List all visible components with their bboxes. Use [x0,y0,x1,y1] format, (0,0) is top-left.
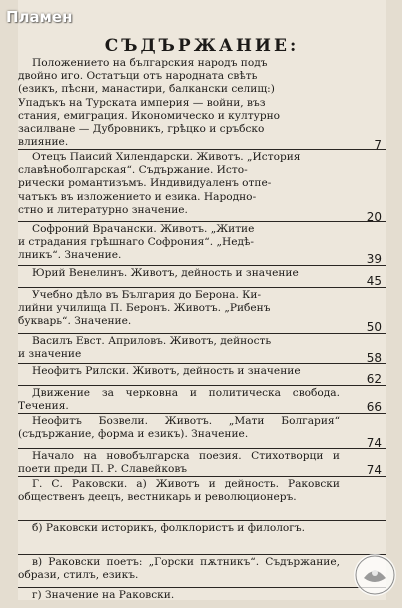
toc-entry-line: Учебно дѣло въ България до Берона. Ки- [32,289,262,301]
toc-entry-line: двойно иго. Остатъци отъ народната свѣть [18,70,258,83]
toc-entry [18,333,386,364]
toc-entry-line: и значение [18,348,82,361]
toc-entry-text [18,289,340,329]
toc-entry-line: лийни училища П. Беронъ. Животъ. „Рибенъ [18,302,271,315]
toc-entry [18,476,386,521]
toc-entry-line: лникъ“. Значение. [18,249,122,262]
toc-entry-line: Отецъ Паисий Хилендарски. Животъ. „История [32,151,301,163]
toc-entry [18,587,386,608]
toc-entry-line: Василъ Евст. Априловъ. Животъ, дейность [32,335,272,347]
toc-entry-line: стно и литературно значение. [18,203,188,216]
bazar-logo-icon [354,554,396,596]
toc-entry-text [18,387,340,413]
toc-entry-line: Неофитъ Бозвели. Животъ. „Мати Болгария“ (съдържание, форма и езикъ). Значение. [18,415,340,441]
toc-entry [18,448,386,477]
toc-entry-line: б) Раковски историкъ, фолклористъ и филологъ. [32,522,305,534]
toc-entry-line: (езикъ, пѣсни, манастири, балкански селищ:) [18,83,275,96]
toc-entry-line: славѣноболгарская“. Съдържание. Исто- [18,164,248,177]
toc-entry-line: Г. С. Раковски. а) Животъ и дейность. Раковски общественъ деецъ, вестникарь и революционеръ. [18,478,340,504]
toc-entry [18,520,386,555]
page-title: СЪДЪРЖАНИЕ: [104,36,300,56]
toc-entry [18,56,386,152]
toc-entry-line: стания, емиграция. Икономическо и културно [18,109,281,122]
toc-entry-line: и страдания грѣшнаго Софрония“. „Недѣ- [18,236,254,249]
toc-entry-text [18,450,340,476]
toc-entry [18,287,386,334]
toc-entry-line: влияние. [18,136,69,149]
toc-entry-text [18,57,340,149]
toc-entry-line: засилване — Дубровникъ, грѣцко и сръбско [18,123,265,136]
toc-entry-text [18,267,340,280]
toc-entry [18,221,386,266]
toc-entry-line: букварь“. Значение. [18,315,132,328]
toc-page-number: 58 [366,351,382,365]
toc-entry-line: Юрий Венелинъ. Животъ, дейность и значение [32,267,299,279]
toc-entry-text [18,415,340,441]
toc-entry-line: Упадъкъ на Турската империя — войни, въз [18,96,266,109]
toc-entry-text [18,589,340,602]
watermark: Пламен [6,8,73,26]
toc-entry-line: Неофитъ Рилски. Животъ, дейность и значение [32,365,301,377]
toc-page-number: 74 [366,463,382,477]
toc-page-number: 39 [366,252,382,266]
toc-entry-text [18,556,340,582]
toc-entry-line: в) Раковски поетъ: „Горски пѫтникъ“. Съдържание, образи, стилъ, езикъ. [18,556,340,582]
toc-page-number: 20 [366,210,382,224]
toc-entry-line: Начало на новобългарска поезия. Стихотворци и поети преди П. Р. Славейковъ [18,450,340,476]
toc-entry [18,413,386,449]
toc-entry [18,265,386,288]
toc-entry [18,149,386,222]
toc-entry-text [18,365,340,378]
toc-page-number: 74 [366,436,382,450]
toc-entry-text [18,522,340,535]
toc-entry-line: Положението на българския народъ подъ [32,57,268,69]
toc-entry [18,385,386,414]
toc-page-number: 7 [374,138,382,152]
toc-page-number: 62 [366,372,382,386]
toc-entry-line: рически романтизъмъ. Индивидуаленъ отпе- [18,177,272,190]
toc-entry-line: Движение за черковна и политическа свобода. Течения. [18,387,340,413]
toc-entry-line: Софроний Врачански. Животъ. „Житие [32,223,255,235]
toc-page-number: 66 [366,400,382,414]
toc-entry-text [18,151,340,217]
toc-entry [18,363,386,386]
toc-entry-line: чатъкъ въ изложението и езика. Народно- [18,190,257,203]
toc-entry-line: г) Значение на Раковски. [32,589,175,601]
toc-entry-text [18,335,340,361]
toc-entry [18,554,386,588]
book-page [18,0,386,600]
toc-page-number: 45 [366,274,382,288]
toc-entry-text [18,478,340,504]
toc-entry-text [18,223,340,263]
toc-page-number: 50 [366,320,382,334]
